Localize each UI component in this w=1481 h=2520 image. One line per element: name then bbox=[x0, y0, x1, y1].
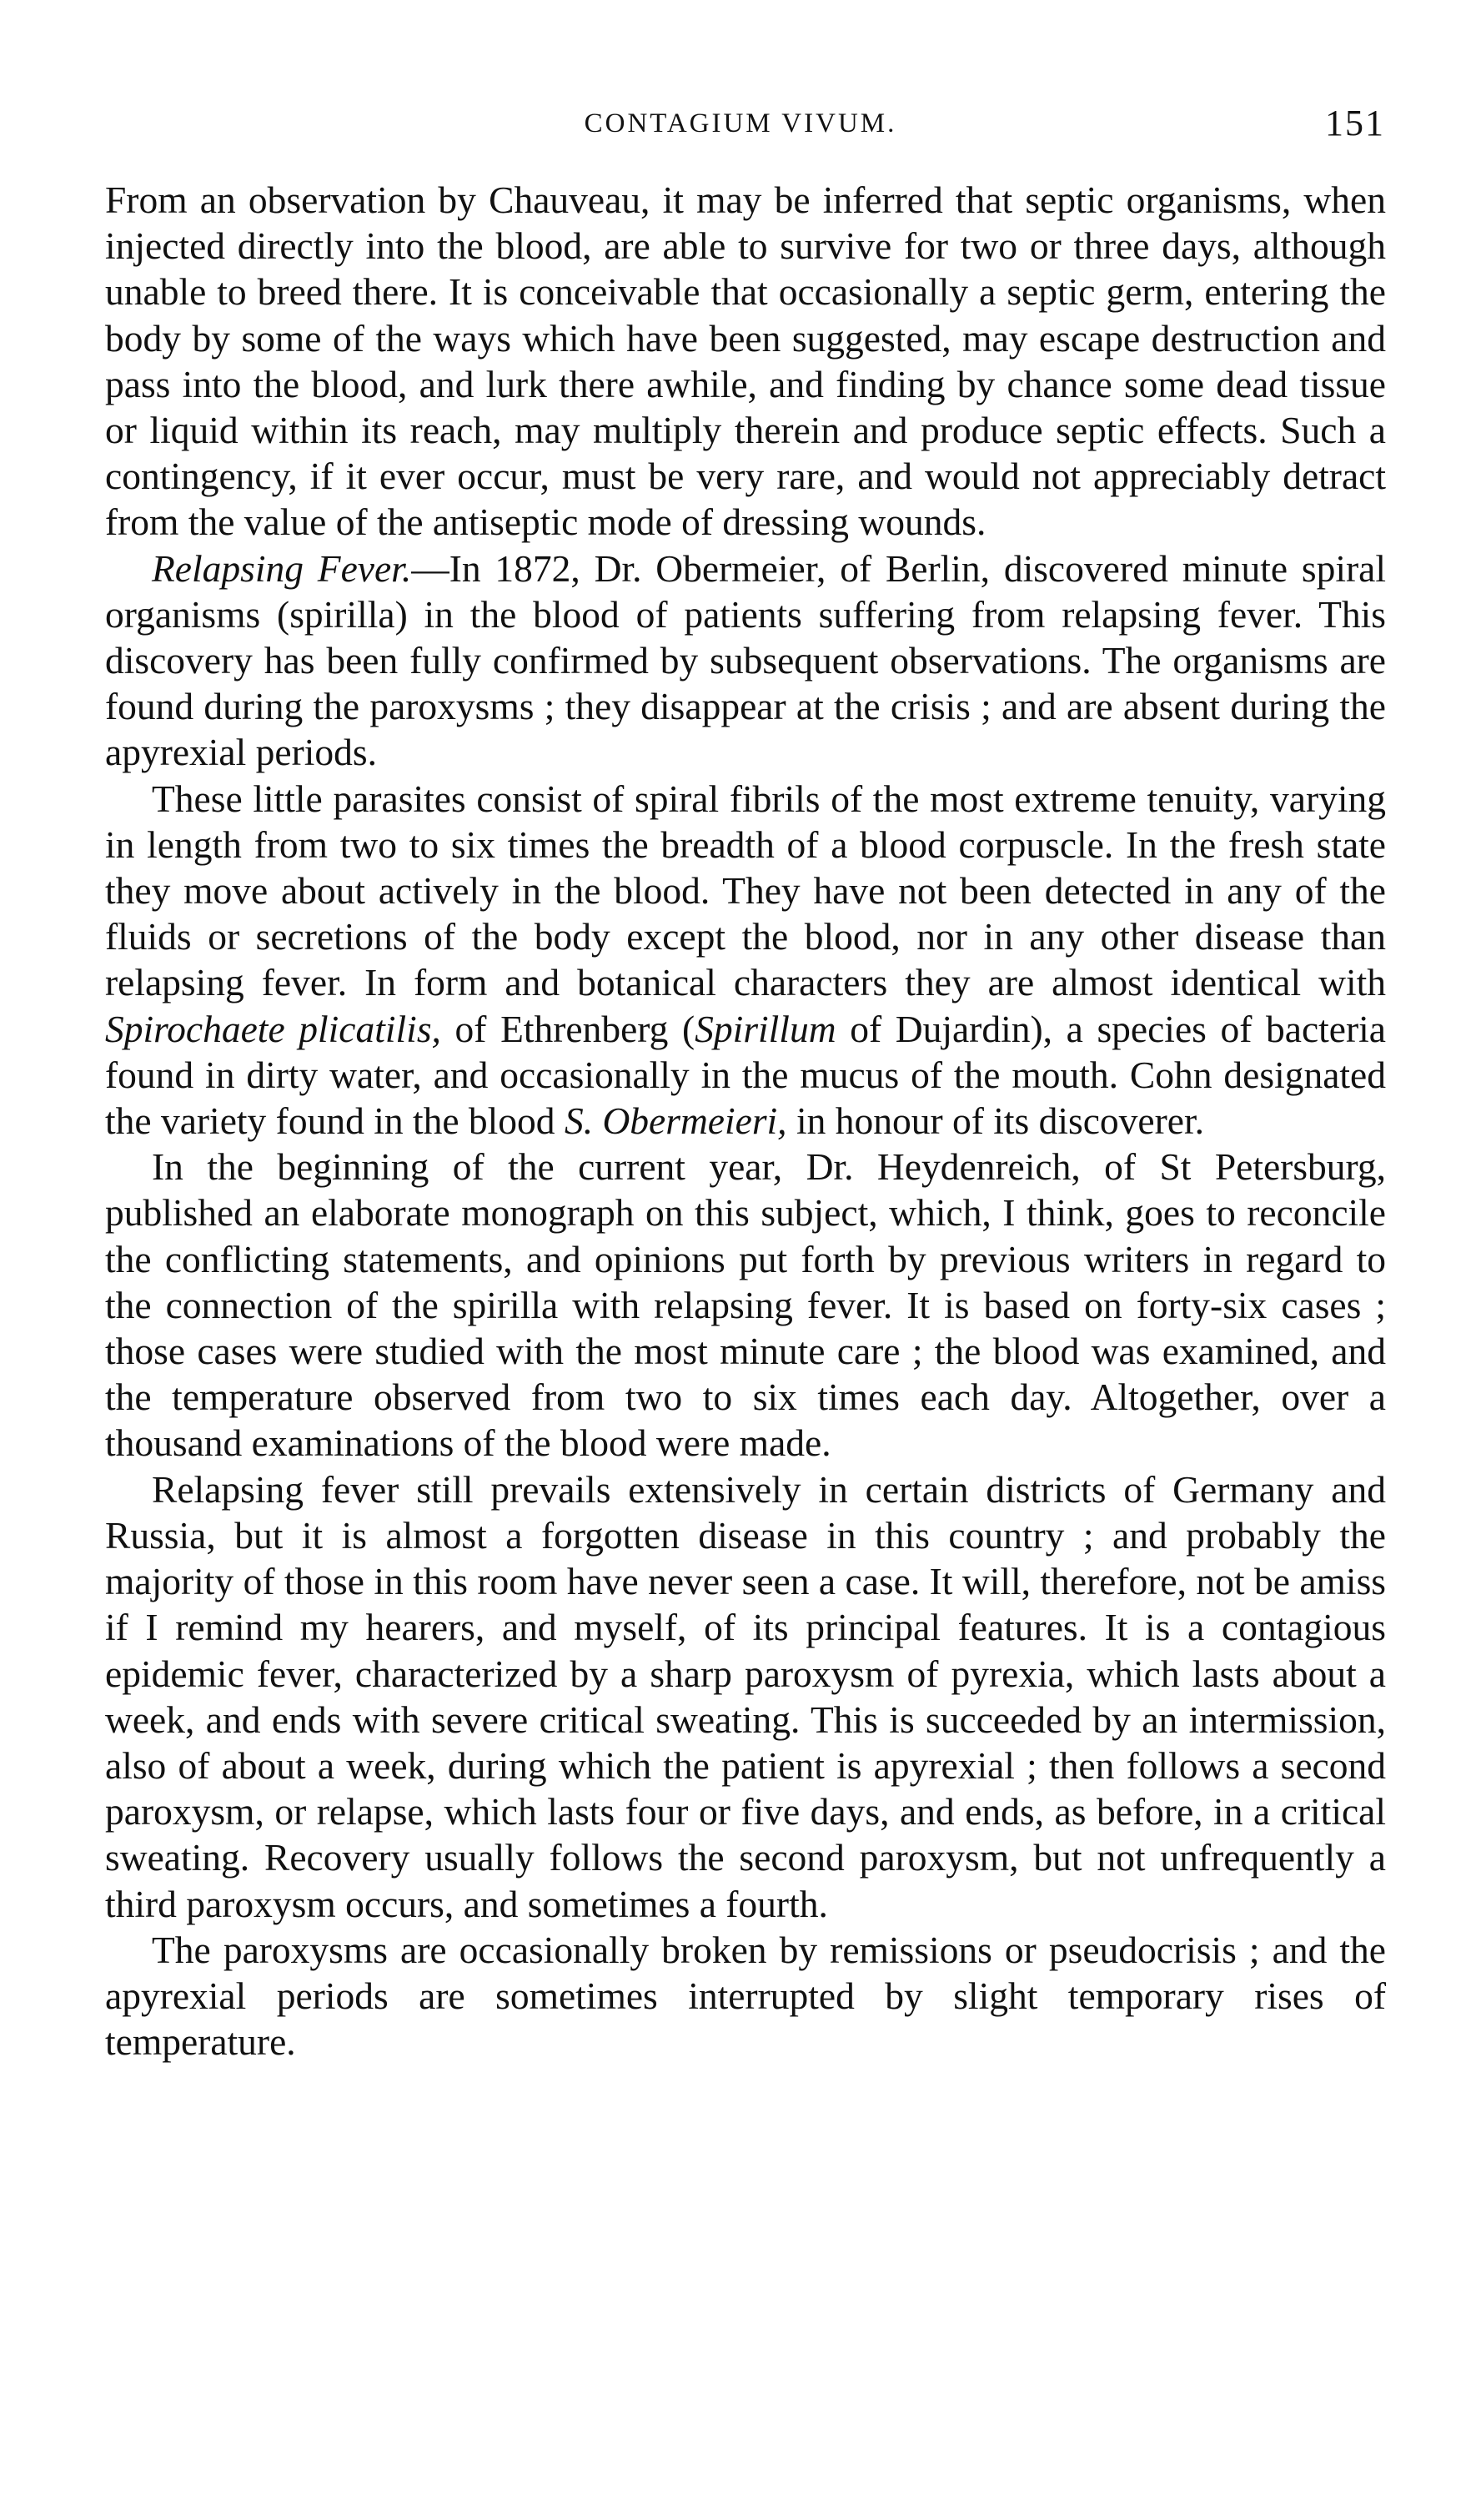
section-heading-relapsing-fever: Relapsing Fever. bbox=[152, 546, 412, 590]
paragraph-parasites-text-a: These little parasites consist of spiral fibrils of the most extreme tenuity, varying in length from two to six times the breadth of a blood corpuscle. In the fresh state they move about actively in the blood. They have not been detected in any of the fluids or secretions of the body except the blood, nor in any other disease than relapsing fever. In form and botanical characters they are almost identical with bbox=[105, 777, 1386, 1004]
paragraph-chauveau: From an observation by Chauveau, it may be inferred that septic organisms, when injected directly into the blood, are able to survive for two or three days, although unable to breed there. It is conceivable that occasionally a septic germ, entering the body by some of the ways which have been suggested, may escape destruction and pass into the blood, and lurk there awhile, and finding by chance some dead tissue or liquid within its reach, may multiply therein and produce septic effects. Such a contingency, if it ever occur, must be very rare, and would not appreciably detract from the value of the antiseptic mode of dressing wounds. bbox=[105, 179, 1386, 544]
taxon-spirillum: Spirillum bbox=[695, 1007, 836, 1050]
paragraph-heydenreich: In the beginning of the current year, Dr. Heydenreich, of St Petersburg, published an elaborate monograph on this subject, which, I think, goes to reconcile the conflicting statements, and opinions put forth by previous writers in regard to the connection of the spirilla with relapsing fever. It is based on forty-six cases ; those cases were studied with the most minute care ; the blood was examined, and the temperature observed from two to six times each day. Altogether, over a thousand examinations of the blood were made. bbox=[105, 1145, 1386, 1465]
paragraph-parasites-text-b: of Ethrenberg ( bbox=[440, 1007, 695, 1050]
paragraph-parasites bbox=[105, 776, 1386, 1144]
paragraph-relapsing-fever-text: —In 1872, Dr. Obermeier, of Berlin, discovered minute spiral organisms (spirilla) in the blood of patients suffering from relapsing fever. This discovery has been fully confirmed by subsequent observations. The organisms are found during the paroxysms ; they disappear at the crisis ; and are absent during the apyrexial periods. bbox=[105, 546, 1386, 774]
running-title: CONTAGIUM VIVUM. bbox=[584, 108, 897, 138]
taxon-spirochaete-plicatilis: Spirochaete plicatilis, bbox=[105, 1007, 441, 1050]
paragraph-paroxysms: The paroxysms are occasionally broken by remissions or pseudocrisis ; and the apyrexial periods are sometimes interrupted by slight temporary rises of temperature. bbox=[105, 1928, 1386, 2064]
taxon-s-obermeieri: S. Obermeieri, bbox=[564, 1099, 787, 1143]
paragraph-features: Relapsing fever still prevails extensively in certain districts of Germany and Russia, but it is almost a forgotten disease in this country ; and probably the majority of those in this room have never seen a case. It will, therefore, not be amiss if I remind my hearers, and myself, of its principal features. It is a contagious epidemic fever, characterized by a sharp paroxysm of pyrexia, which lasts about a week, and ends with severe critical sweating. This is succeeded by an intermission, also of about a week, during which the patient is apyrexial ; then follows a second paroxysm, or relapse, which lasts four or five days, and ends, as before, in a critical sweating. Recovery usually follows the second paroxysm, but not unfrequently a third paroxysm occurs, and sometimes a fourth. bbox=[105, 1467, 1386, 1925]
page-number: 151 bbox=[1325, 103, 1385, 143]
paragraph-relapsing-fever bbox=[105, 546, 1386, 776]
body-text bbox=[105, 177, 1386, 2065]
paragraph-parasites-text-c: of Dujardin), a species of bacteria found in dirty water, and occasionally in the mucus of the mouth. Cohn designated the variety found in the blood bbox=[105, 1007, 1386, 1143]
paragraph-parasites-text-d: in honour of its discoverer. bbox=[786, 1099, 1204, 1143]
running-head bbox=[0, 98, 1481, 148]
